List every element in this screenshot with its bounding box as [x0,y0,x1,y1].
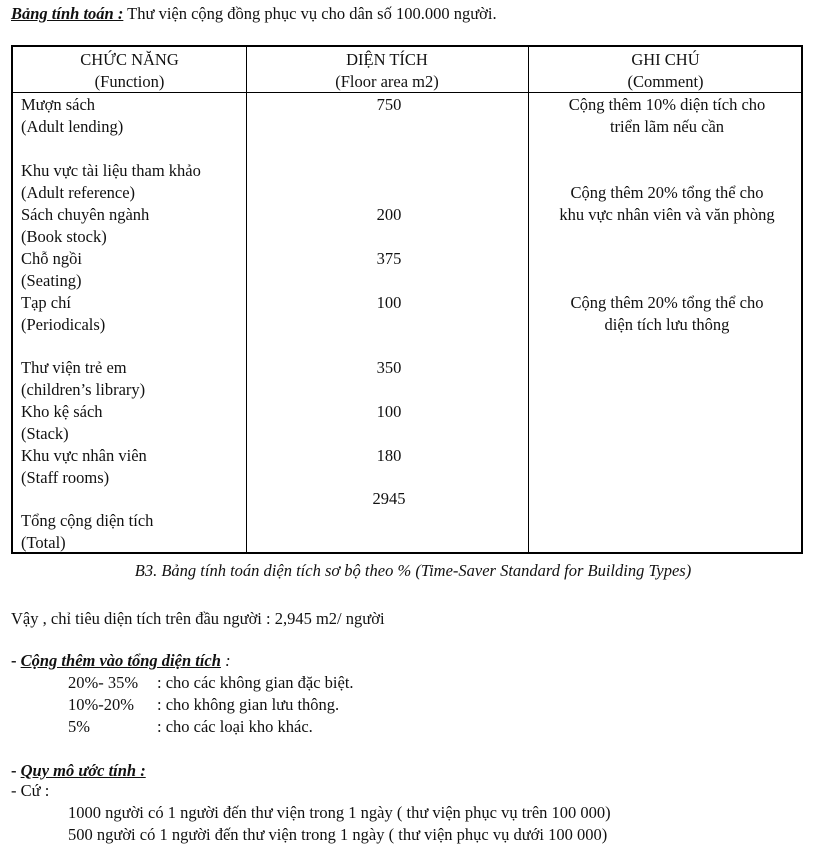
comment-line: Cộng thêm 10% diện tích cho [568,95,766,114]
table-row [21,94,123,138]
scale-heading-text: Quy mô ước tính : [20,761,146,780]
total-label: Tổng cộng diện tích [21,511,154,530]
additions-heading [11,650,231,672]
comment-line: Cộng thêm 20% tổng thể cho [570,183,764,202]
row-name-en: (children’s library) [21,380,146,399]
row-name-en: (Periodicals) [21,315,106,334]
total-area: 2945 [372,489,406,508]
comment-circulation [531,292,803,336]
table-row [21,204,149,248]
additions-desc: : cho các loại kho khác. [157,717,313,736]
table-row [21,292,105,336]
row-name: Mượn sách [21,95,96,114]
column-divider-1 [246,47,247,552]
row-name: Kho kệ sách [21,402,103,421]
row-name-en: (Book stock) [21,227,107,246]
row-name: Chỗ ngồi [21,249,82,268]
header-function [13,49,246,93]
comment-line: Cộng thêm 20% tổng thể cho [570,293,764,312]
table-row [21,357,145,401]
table-row [21,401,103,445]
additions-desc: : cho không gian lưu thông. [157,695,340,714]
total-row [21,510,153,554]
intro-label: Bảng tính toán : [11,4,124,23]
area-calculation-table [11,45,803,554]
header-function-vi: CHỨC NĂNG [80,50,179,69]
additions-desc: : cho các không gian đặc biệt. [157,673,354,692]
row-name: Thư viện trẻ em [21,358,127,377]
row-name-en: (Stack) [21,424,69,443]
header-area-en: (Floor area m2) [335,72,439,91]
row-name-en: (Seating) [21,271,82,290]
row-name-en: (Adult reference) [21,183,136,202]
total-label-en: (Total) [21,533,66,552]
table-row [21,248,82,292]
row-name: Tạp chí [21,293,71,312]
header-comment-en: (Comment) [627,72,704,91]
row-area: 375 [376,249,402,268]
row-name-en: (Adult lending) [21,117,124,136]
row-area: 100 [376,293,402,312]
header-function-en: (Function) [94,72,165,91]
per-capita-text: Vậy , chỉ tiêu diện tích trên đầu người : 2,945 m2/ người [11,609,385,628]
row-name-en: (Staff rooms) [21,468,110,487]
row-area: 100 [376,402,402,421]
additions-colon: : [220,651,231,670]
row-area: 750 [376,95,402,114]
comment-exhibition [531,94,803,138]
comment-line: khu vực nhân viên và văn phòng [559,205,775,224]
comment-line: triển lãm nếu cần [609,117,725,136]
header-comment-vi: GHI CHÚ [631,50,700,69]
additions-pct: 5% [68,717,90,736]
comment-line: diện tích lưu thông [604,315,730,334]
row-area: 200 [376,205,402,224]
header-area-vi: DIỆN TÍCH [346,50,428,69]
row-name: Khu vực tài liệu tham khảo [21,161,201,180]
table-caption: B3. Bảng tính toán diện tích sơ bộ theo % (Time-Saver Standard for Building Types) [134,561,692,580]
row-name: Khu vực nhân viên [21,446,147,465]
additions-pct: 10%-20% [68,695,134,714]
additions-dash: - [11,651,21,670]
comment-staff [531,182,803,226]
row-area: 180 [376,446,402,465]
scale-heading [11,760,146,782]
additions-heading-text: Cộng thêm vào tổng diện tích [20,651,221,670]
scale-line: 1000 người có 1 người đến thư viện trong 1 ngày ( thư viện phục vụ trên 100 000) [68,803,611,822]
row-name: Sách chuyên ngành [21,205,150,224]
scale-based-on: - Cứ : [11,781,50,800]
scale-line: 500 người có 1 người đến thư viện trong 1 ngày ( thư viện phục vụ dưới 100 000) [68,825,608,844]
table-row [21,445,147,489]
intro-line [11,3,497,25]
table-row [21,160,201,204]
intro-text: Thư viện cộng đồng phục vụ cho dân số 100.000 người. [123,4,497,23]
header-comment [528,49,803,93]
scale-dash: - [11,761,21,780]
header-area [246,49,528,93]
row-area: 350 [376,358,402,377]
additions-pct: 20%- 35% [68,673,139,692]
